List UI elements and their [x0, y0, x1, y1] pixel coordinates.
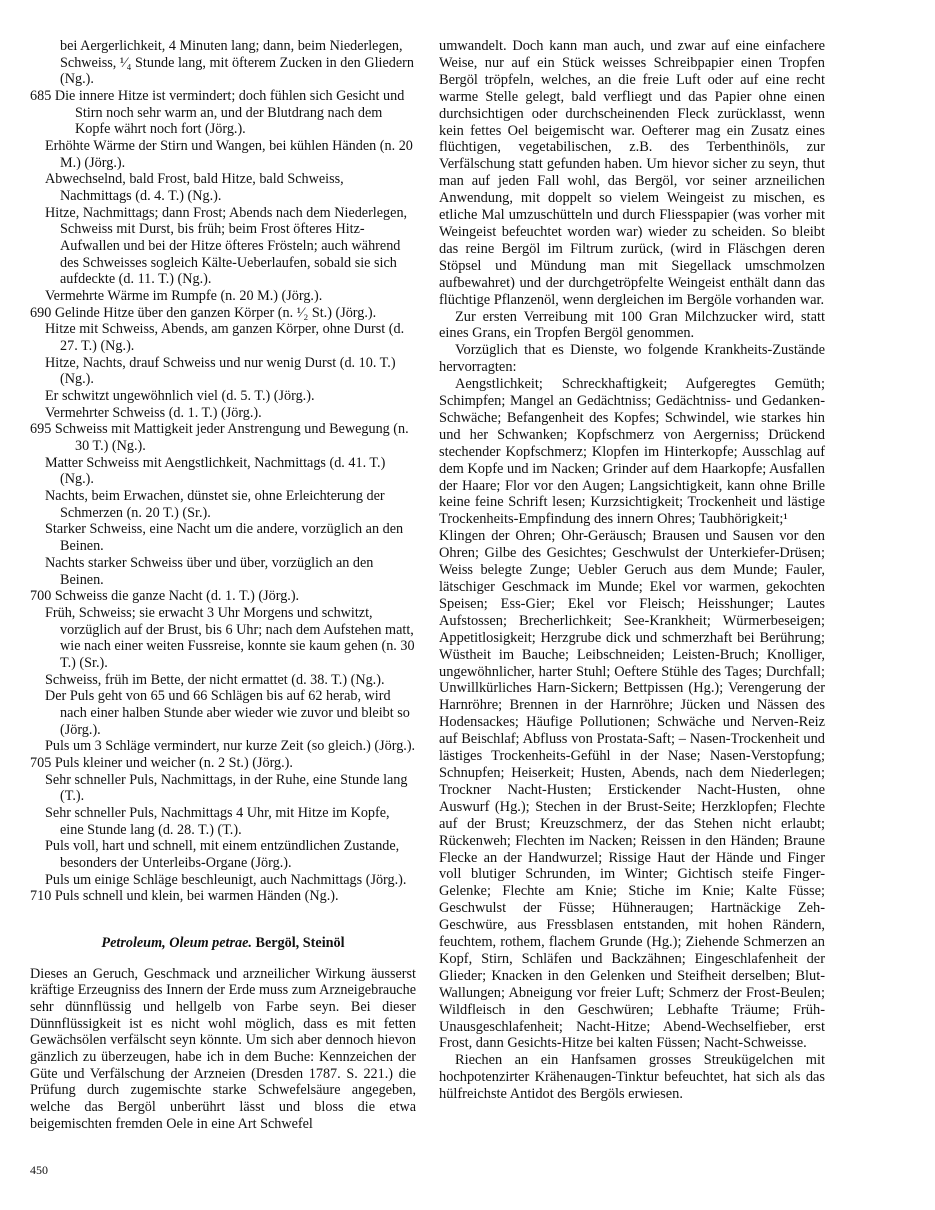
text-paragraph: umwandelt. Doch kann man auch, und zwar auf eine einfachere Weise, nur auf ein Stück weisses Schreibpapier einen Tropfen Bergöl tröpfeln, welches, an die freie Luft oder auf eine recht warme Stelle gelegt, bald verfliegt und das Papier ohne einen durchsichtigen oder durchscheinenden Fleck zurücklasst, wenn kein fettes Oel beigemischt war. Oefterer mag ein Zusatz eines flüchtigen, vegetabilischen, z.B. des Terbenthinöls, zur Verfälschung statt gefunden haben. Um hievor sicher zu seyn, thut man auf jeden Fall wohl, das Bergöl, vor seiner arzneilichen Anwendung, mit doppelt so vielem Weingeist zu mischen, es etliche Mal umzuschütteln und durch Fliesspapier (was vorher mit Weingeist befeuchtet worden war) wieder zu scheiden. So bleibt das reine Bergöl im Filtrum zurück, (wird in Fläschgen deren Stöpsel und Mündung man mit Siegellack umschmolzen aufbewahret) und der durchgetröpfelte Weingeist enthält dann das flüchtige Pflanzenöl, wenn dergleichen im Bergöle vorhanden war. — [439, 38, 825, 308]
symptom-entry — [30, 305, 416, 322]
symptom-text: Nachts starker Schweiss über und über, vorzüglich an den Beinen. — [45, 554, 374, 588]
symptom-number: 710 — [30, 888, 52, 905]
symptom-number: 695 — [30, 421, 52, 438]
symptom-list — [30, 38, 416, 905]
symptom-text: Puls um einige Schläge beschleunigt, auch Nachmittags (Jörg.). — [45, 871, 407, 888]
heading-latin: Petroleum, Oleum petrae. — [101, 934, 252, 951]
symptom-text: Sehr schneller Puls, Nachmittags 4 Uhr, mit Hitze im Kopfe, eine Stunde lang (d. 28. T.) (T.). — [45, 804, 390, 838]
symptom-entry — [30, 688, 416, 738]
symptom-number: 690 — [30, 304, 52, 321]
symptom-entry — [30, 288, 416, 305]
text-paragraph: Vorzüglich that es Dienste, wo folgende Krankheits-Zustände hervorragten: — [439, 342, 825, 376]
symptom-entry — [30, 738, 416, 755]
symptom-text: Matter Schweiss mit Aengstlichkeit, Nachmittags (d. 41. T.) (Ng.). — [45, 454, 386, 488]
symptom-number: 685 — [30, 88, 52, 105]
symptom-entry — [30, 755, 416, 772]
symptom-entry — [30, 388, 416, 405]
right-column — [439, 38, 825, 1103]
symptom-text: Gelinde Hitze über den ganzen Körper (n. ¹⁄₂ St.) (Jörg.). — [54, 304, 377, 321]
symptom-entry — [30, 872, 416, 889]
symptom-number: 705 — [30, 754, 52, 771]
symptom-text: Schweiss die ganze Nacht (d. 1. T.) (Jörg.). — [54, 588, 300, 605]
symptom-text: Nachts, beim Erwachen, dünstet sie, ohne Erleichterung der Schmerzen (n. 20 T.) (Sr.). — [45, 488, 385, 521]
symptom-text: Vermehrter Schweiss (d. 1. T.) (Jörg.). — [45, 404, 262, 421]
symptom-number: 700 — [30, 588, 52, 605]
symptom-entry — [30, 772, 416, 805]
symptom-text: Schweiss mit Mattigkeit jeder Anstrengung und Bewegung (n. 30 T.) (Ng.). — [54, 421, 409, 455]
symptom-entry — [30, 455, 416, 488]
symptom-text: Vermehrte Wärme im Rumpfe (n. 20 M.) (Jörg.). — [45, 288, 323, 305]
heading-german: Bergöl, Steinöl — [255, 934, 345, 951]
symptom-text: Hitze mit Schweiss, Abends, am ganzen Körper, ohne Durst (d. 27. T.) (Ng.). — [45, 321, 405, 355]
symptom-text: Abwechselnd, bald Frost, bald Hitze, bald Schweiss, Nachmittags (d. 4. T.) (Ng.). — [45, 171, 344, 205]
symptom-entry — [30, 421, 416, 454]
symptom-entry — [30, 888, 416, 905]
symptom-text: Starker Schweiss, eine Nacht um die andere, vorzüglich an den Beinen. — [45, 521, 404, 555]
symptom-entry — [30, 321, 416, 354]
symptom-entry — [30, 672, 416, 689]
text-paragraph: Riechen an ein Hanfsamen grosses Streukügelchen mit hochpotenzirter Krähenaugen-Tinktur befeuchtet, hat sich als das hülfreichste Antidot des Bergöls erwiesen. — [439, 1052, 825, 1103]
symptom-text: Puls schnell und klein, bei warmen Händen (Ng.). — [54, 888, 339, 905]
symptom-entry — [30, 355, 416, 388]
symptom-entry — [30, 138, 416, 171]
section-heading — [30, 935, 416, 952]
symptom-entry — [30, 171, 416, 204]
symptom-entry — [30, 205, 416, 288]
symptom-text: Der Puls geht von 65 und 66 Schlägen bis auf 62 herab, wird nach einer halben Stunde aber wieder wie zuvor und bleibt so (Jörg.). — [45, 688, 410, 738]
symptom-entry — [30, 88, 416, 138]
symptom-text: Puls um 3 Schläge vermindert, nur kurze Zeit (so gleich.) (Jörg.). — [45, 738, 416, 755]
symptom-entry — [30, 588, 416, 605]
text-paragraph: Klingen der Ohren; Ohr-Geräusch; Brausen und Sausen vor den Ohren; Gilbe des Gesichtes; Geschwulst der Unterkiefer-Drüsen; Weiss belegte Zunge; Uebler Geruch aus dem Munde; Fauler, lätschiger Geschmack im Munde; Ekel vor warmen, gekochten Speisen; Ess-Gier; Ekel vor Fleisch; Heisshunger; Lautes Aufstossen; Brecherlichkeit; See-Krankheit; Würmerbeseigen; Appetitlosigkeit; Herzgrube dick und schmerzhaft bei Berührung; Wüstheit im Bauche; Leibschneiden; Leisten-Bruch; Knolliger, ungewöhnlicher, harter Stuhl; Oeftere Stühle des Tages; Durchfall; Unwillkürliches Harn-Sickern; Bettpissen (Hg.); Verengerung der Harnröhre; Brennen in der Harnröhre; Jücken und Nässen des Hodensackes; Häufige Pollutionen; Schwäche und Nerven-Reiz auf Beischlaf; Abfluss von Prostata-Saft; – Nasen-Trockenheit und lästiges Trockenheits-Gefühl in der Nase; Nasen-Verstopfung; Schnupfen; Heiserkeit; Husten, Abends, nach dem Niederlegen; Trockner Nacht-Husten; Erstickender Nacht-Husten, ohne Auswurf (Hg.); Stechen in der Brust-Seite; Herzklopfen; Flechte auf der Brust; Kreuzschmerz, der das Stehen nicht erlaubt; Rückenweh; Flechten im Nacken; Reissen in den Händen; Braune Flecke an der Handwurzel; Rissige Haut der Hände und Finger voll blutiger Schrunden, im Winter; Gichtisch steife Finger-Gelenke; Flechte am Knie; Stiche im Knie; Kalte Füsse; Geschwulst der Füsse; Hühneraugen; Hartnäckige Zeh-Geschwüre, aus Fressblasen entstanden, mit hohen Rändern, feuchtem, rothem, flachem Grunde (Hg.); Ziehende Schmerzen an Kopf, Stirn, Schläfen und Backzähnen; Eingeschlafenheit der Glieder; Knacken in den Gelenken und Steifheit derselben; Blut-Wallungen; Abneigung vor freier Luft; Schmerz der Frost-Beulen; Wildfleisch in den Geschwüren; Lebhafte Träume; Früh-Unausgeschlafenheit; Nacht-Hitze; Abend-Wechselfieber, erst Frost, dann Gesichts-Hitze bei kalten Füssen; Nacht-Schweisse. — [439, 528, 825, 1052]
symptom-entry — [30, 555, 416, 588]
symptom-text: Früh, Schweiss; sie erwacht 3 Uhr Morgens und schwitzt, vorzüglich auf der Brust, bis 6 Uhr; nach dem Aufstehen matt, wie nach einer weiten Fussreise, konnte sie kaum gehen (n. 30 T.) (Sr.). — [45, 604, 415, 671]
symptom-text: Die innere Hitze ist vermindert; doch fühlen sich Gesicht und Stirn noch sehr warm an, und der Blutdrang nach dem Kopfe währt noch fort (Jörg.). — [54, 88, 405, 138]
left-column — [30, 38, 416, 1132]
intro-paragraph: Dieses an Geruch, Geschmack und arzneilicher Wirkung äusserst kräftige Erzeugniss des Innern der Erde muss zum Arzneigebrauche sehr dünnflüssig und hellgelb von Farbe seyn. Bei dieser Dünnflüssigkeit ist es nicht wohl möglich, dass es mit fetten Gewächsölen verfälscht seyn könnte. Um sich aber dennoch hievon gänzlich zu überzeugen, habe ich in dem Buche: Kennzeichen der Güte und Verfälschung der Arzneien (Dresden 1787. S. 221.) die Prüfung durch zugemischte starke Schwefelsäure angegeben, welche das Bergöl unberührt lässt und bloss die etwa beigemischten fremden Oele in eine Art Schwefel — [30, 965, 416, 1132]
symptom-text: Schweiss, früh im Bette, der nicht ermattet (d. 38. T.) (Ng.). — [45, 671, 385, 688]
text-paragraph: Aengstlichkeit; Schreckhaftigkeit; Aufgeregtes Gemüth; Schimpfen; Mangel an Gedächtniss; Gedächtniss- und Gedanken-Schwäche; Befangenheit des Kopfes; Schwindel, wie starkes hin und her Schwanken; Kopfschmerz von Aergerniss; Drückend stechender Kopfschmerz; Klopfen im Hinterkopfe; Ausschlag auf dem Kopfe und im Nacken; Grinder auf dem Haarkopfe; Ausfallen der Haare; Flor vor den Augen; Langsichtigkeit, kann ohne Brille keine feine Schrift lesen; Kurzsichtigkeit; Trockenheit und lästige Trockenheits-Empfindung des innern Ohres; Taubhörigkeit;¹ — [439, 376, 825, 528]
symptom-text: bei Aergerlichkeit, 4 Minuten lang; dann, beim Niederlegen, Schweiss, ¹⁄₄ Stunde lang, mit öfterem Zucken in den Gliedern (Ng.). — [60, 38, 414, 88]
symptom-text: Puls voll, hart und schnell, mit einem entzündlichen Zustande, besonders der Unterleibs-Organe (Jörg.). — [45, 838, 400, 871]
symptom-text: Sehr schneller Puls, Nachmittags, in der Ruhe, eine Stunde lang (T.). — [45, 771, 408, 805]
symptom-entry — [30, 605, 416, 672]
symptom-text: Hitze, Nachts, drauf Schweiss und nur wenig Durst (d. 10. T.) (Ng.). — [45, 354, 396, 388]
symptom-entry — [30, 405, 416, 422]
right-text — [439, 38, 825, 1103]
symptom-entry — [30, 488, 416, 521]
symptom-entry — [30, 521, 416, 554]
symptom-entry — [30, 838, 416, 871]
text-paragraph: Zur ersten Verreibung mit 100 Gran Milchzucker wird, statt eines Grans, ein Tropfen Bergöl genommen. — [439, 308, 825, 342]
symptom-entry — [30, 805, 416, 838]
symptom-text: Hitze, Nachmittags; dann Frost; Abends nach dem Niederlegen, Schweiss mit Durst, bis früh; beim Frost öfteres Hitz-Aufwallen und bei der Hitze öfteres Frösteln; auch während des Schweisses sogleich Kälte-Ueberlaufen, sobald sie sich aufdeckte (d. 11. T.) (Ng.). — [45, 204, 408, 288]
page-number: 450 — [30, 1163, 48, 1177]
symptom-text: Erhöhte Wärme der Stirn und Wangen, bei kühlen Händen (n. 20 M.) (Jörg.). — [45, 138, 413, 171]
symptom-text: Er schwitzt ungewöhnlich viel (d. 5. T.) (Jörg.). — [45, 388, 315, 405]
symptom-entry — [30, 38, 416, 88]
symptom-text: Puls kleiner und weicher (n. 2 St.) (Jörg.). — [54, 754, 293, 771]
